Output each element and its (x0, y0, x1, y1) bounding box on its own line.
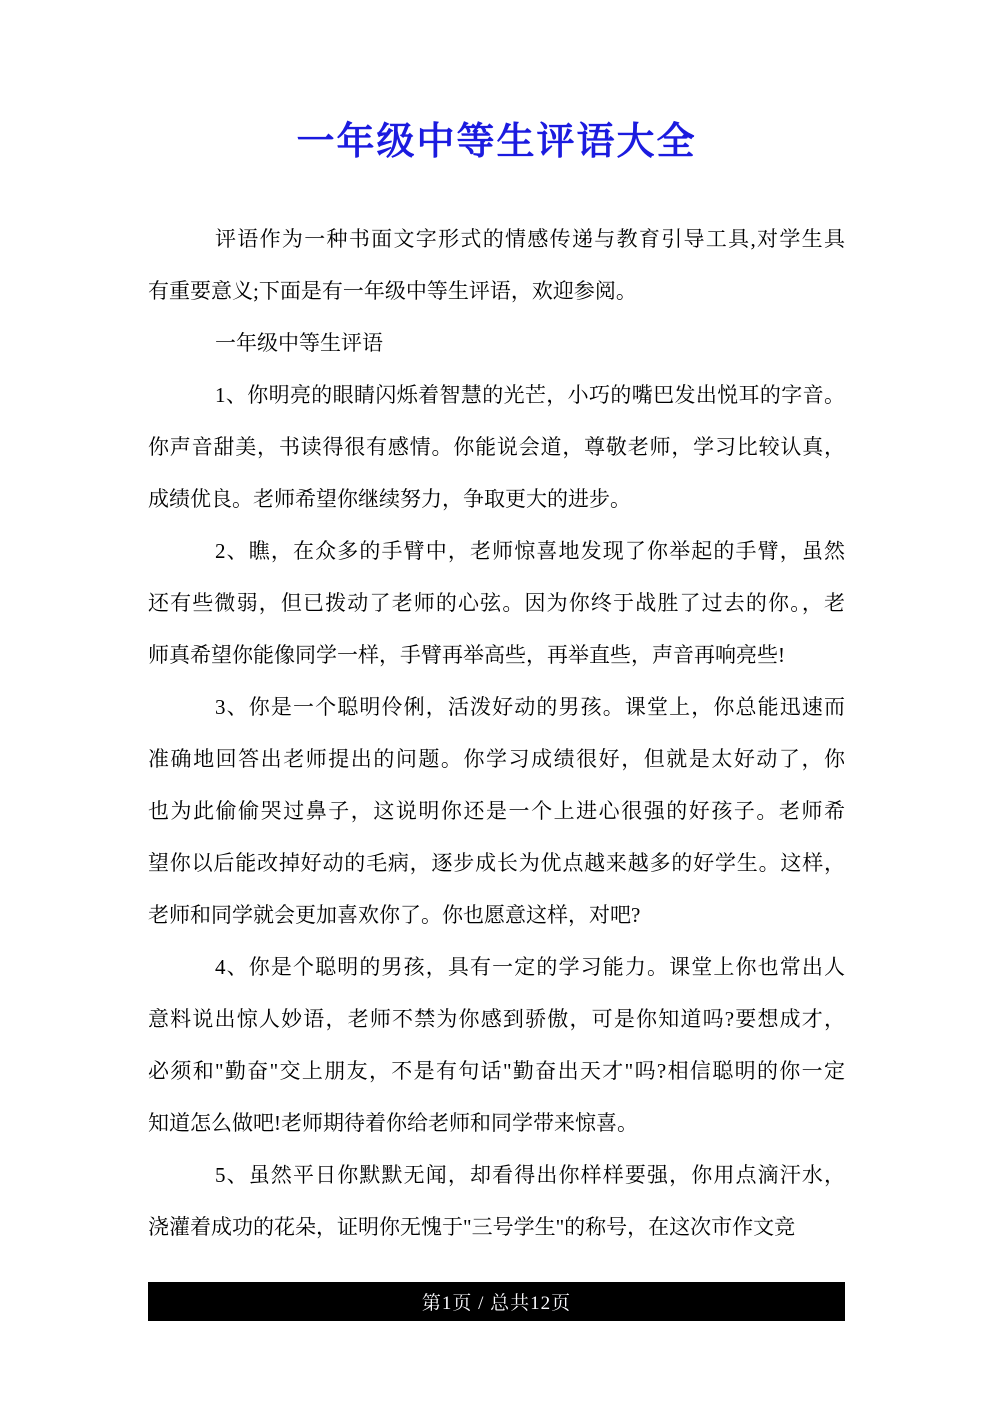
text-line: 师真希望你能像同学一样，手臂再举高些，再举直些，声音再响亮些! (148, 643, 785, 667)
footer-pagination-bar (148, 1282, 845, 1321)
text-line: 还有些微弱，但已拨动了老师的心弦。因为你终于战胜了过去的你。，老 (148, 591, 845, 615)
text-line: 知道怎么做吧!老师期待着你给老师和同学带来惊喜。 (148, 1111, 638, 1135)
text-line: 4、你是个聪明的男孩，具有一定的学习能力。课堂上你也常出人 (215, 955, 845, 979)
text-line: 2、瞧，在众多的手臂中，老师惊喜地发现了你举起的手臂，虽然 (215, 539, 845, 563)
page-title: 一年级中等生评语大全 (296, 121, 697, 163)
text-line: 意料说出惊人妙语，老师不禁为你感到骄傲，可是你知道吗?要想成才， (148, 1007, 845, 1031)
text-line: 老师和同学就会更加喜欢你了。你也愿意这样，对吧? (148, 903, 641, 927)
text-line: 一年级中等生评语 (215, 331, 383, 355)
text-line: 你声音甜美，书读得很有感情。你能说会道，尊敬老师，学习比较认真， (148, 435, 845, 459)
text-line: 望你以后能改掉好动的毛病，逐步成长为优点越来越多的好学生。这样， (148, 851, 845, 875)
text-line: 评语作为一种书面文字形式的情感传递与教育引导工具,对学生具 (215, 227, 845, 251)
text-line: 准确地回答出老师提出的问题。你学习成绩很好，但就是太好动了，你 (148, 747, 845, 771)
text-line: 也为此偷偷哭过鼻子，这说明你还是一个上进心很强的好孩子。老师希 (148, 799, 845, 823)
text-line: 有重要意义;下面是有一年级中等生评语，欢迎参阅。 (148, 279, 637, 303)
text-line: 必须和"勤奋"交上朋友，不是有句话"勤奋出天才"吗?相信聪明的你一定 (148, 1059, 845, 1083)
document-body (148, 213, 845, 1253)
page-indicator: 第1页 / 总共12页 (421, 1293, 572, 1314)
text-line: 1、你明亮的眼睛闪烁着智慧的光芒，小巧的嘴巴发出悦耳的字音。 (215, 383, 845, 407)
text-line: 浇灌着成功的花朵，证明你无愧于"三号学生"的称号，在这次市作文竞 (148, 1215, 796, 1239)
text-line: 5、虽然平日你默默无闻，却看得出你样样要强，你用点滴汗水， (215, 1163, 845, 1187)
text-line: 3、你是一个聪明伶俐，活泼好动的男孩。课堂上，你总能迅速而 (215, 695, 845, 719)
text-line: 成绩优良。老师希望你继续努力，争取更大的进步。 (148, 487, 631, 511)
